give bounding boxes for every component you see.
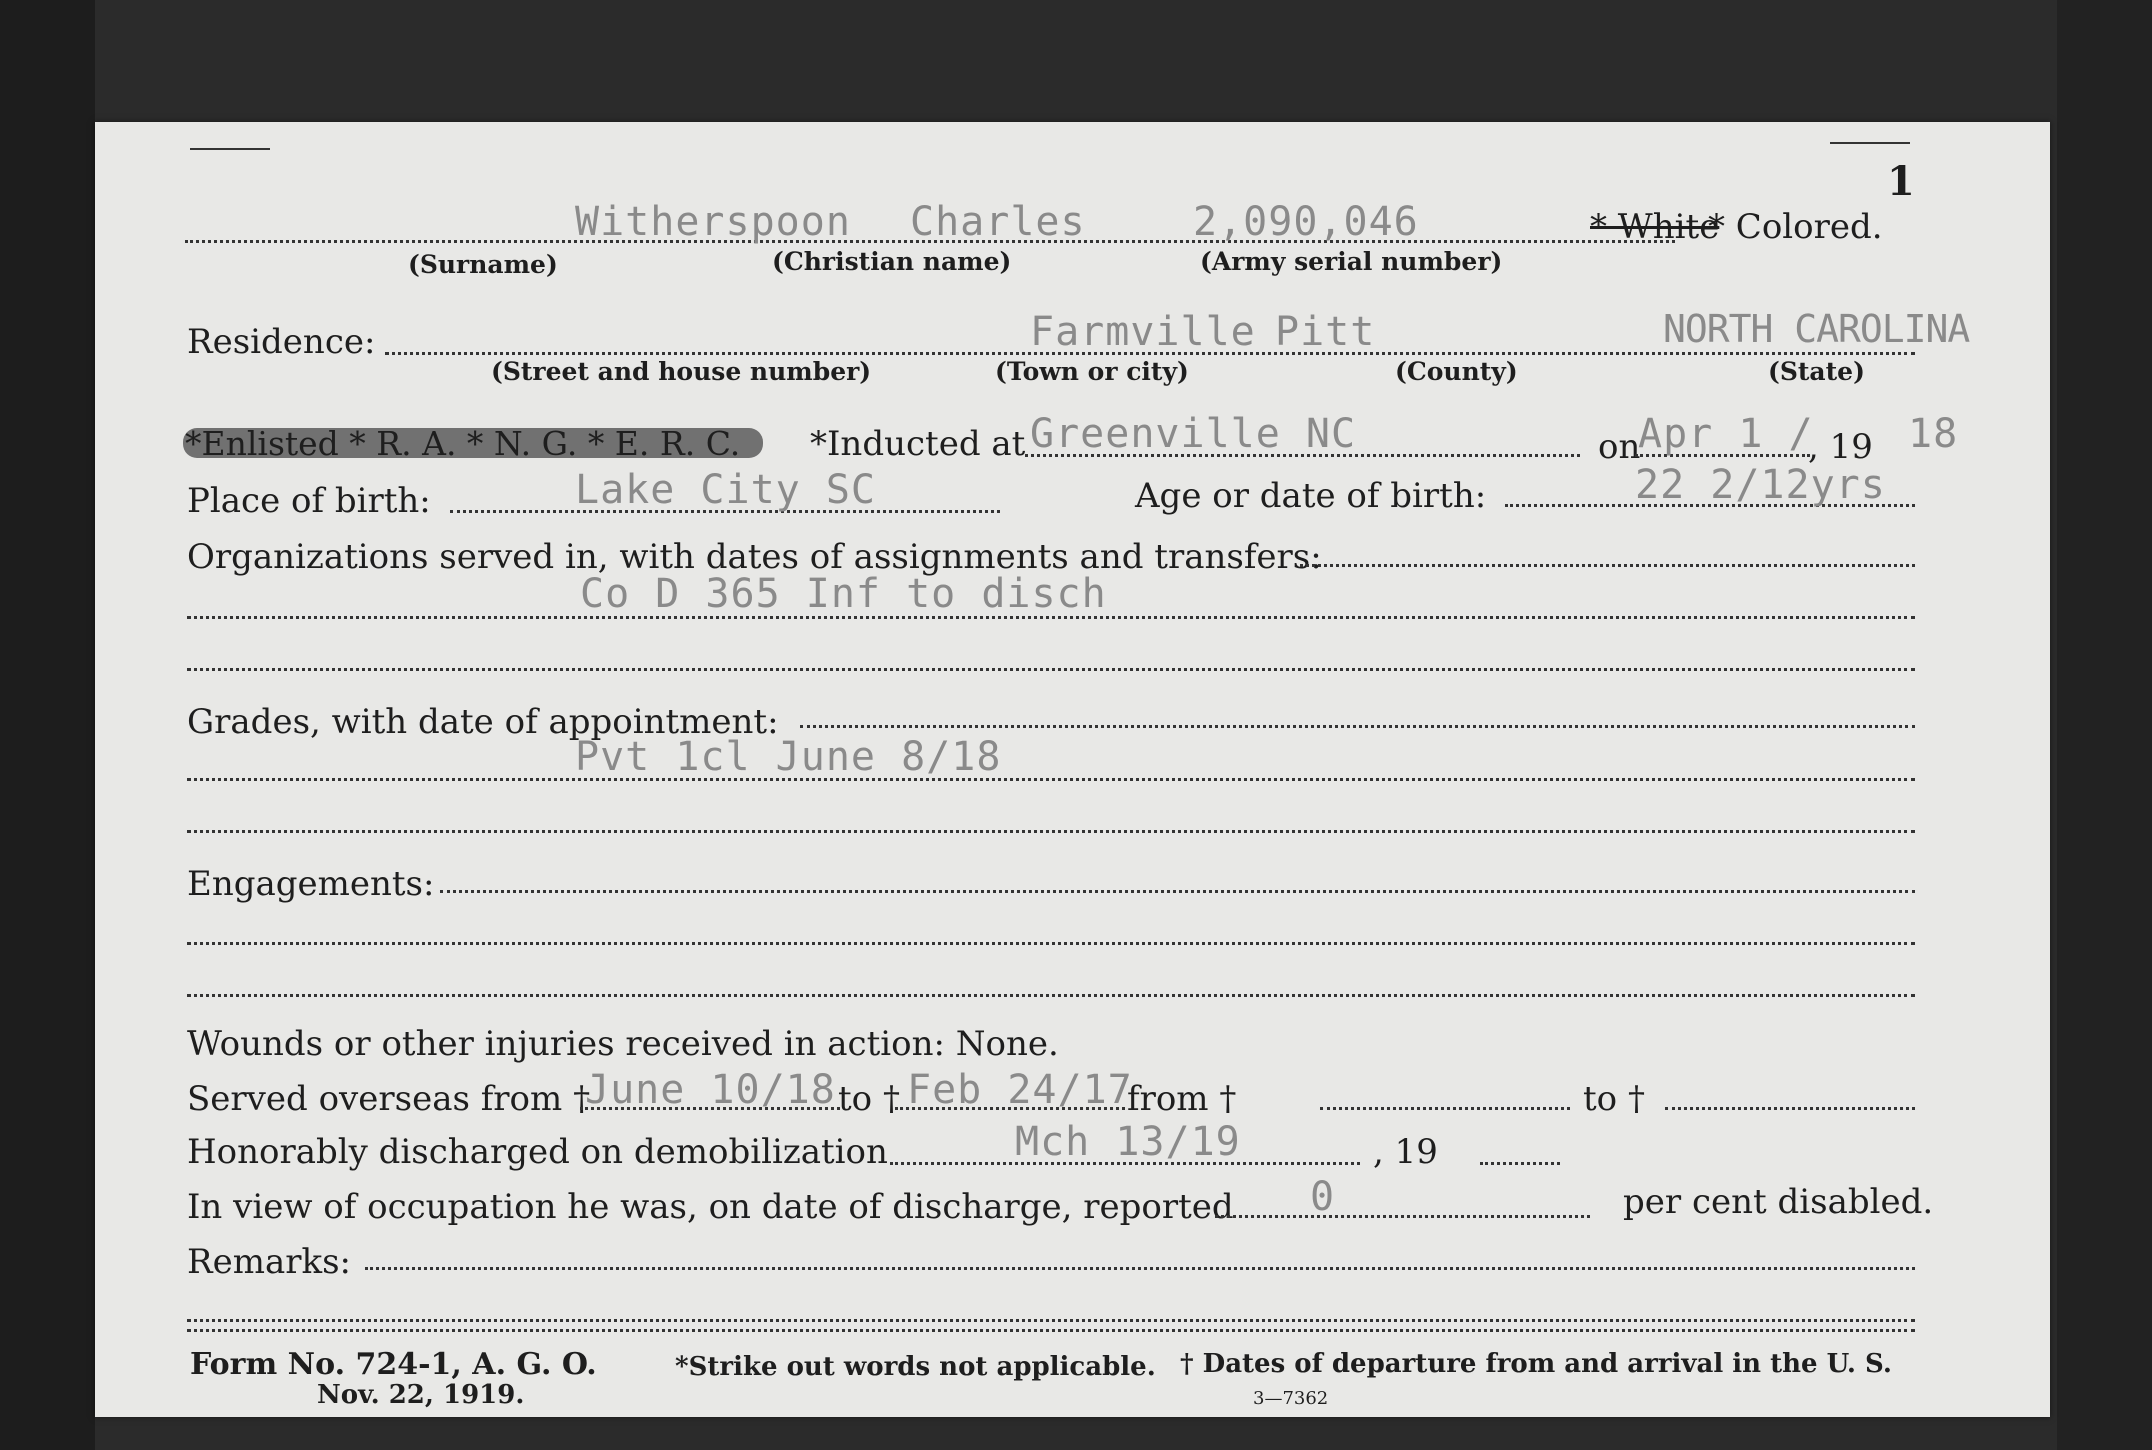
caption-street: (Street and house number) — [491, 357, 872, 386]
caption-surname: (Surname) — [408, 250, 558, 279]
engagements-line-2 — [187, 942, 1915, 945]
overseas-to2-label: to † — [1583, 1079, 1645, 1119]
typed-county: Pitt — [1275, 309, 1376, 355]
organizations-line-2 — [187, 616, 1915, 619]
grades-line-2 — [187, 778, 1915, 781]
scanner-border-right — [2057, 0, 2152, 1450]
typed-surname: Witherspoon — [575, 199, 851, 245]
typed-induction-year: 18 — [1908, 411, 1959, 457]
residence-label: Residence: — [187, 322, 376, 362]
remarks-label: Remarks: — [187, 1242, 351, 1282]
overseas-from2-line — [1320, 1107, 1570, 1110]
typed-place-of-birth: Lake City SC — [575, 467, 876, 513]
remarks-line-2 — [187, 1319, 1915, 1322]
typed-state: NORTH CAROLINA — [1663, 307, 1970, 351]
overseas-to-label: to † — [838, 1079, 900, 1119]
remarks-line-3 — [187, 1329, 1915, 1332]
strike-out-note: *Strike out words not applicable. — [675, 1352, 1156, 1382]
top-right-rule — [1830, 142, 1910, 144]
colored-option: * Colored. — [1708, 207, 1883, 247]
top-left-rule — [190, 148, 270, 150]
grades-line-3 — [187, 830, 1915, 833]
caption-serial-number: (Army serial number) — [1200, 247, 1503, 276]
inducted-at-label: *Inducted at — [810, 424, 1026, 464]
engagements-line-1 — [440, 890, 1915, 893]
caption-christian-name: (Christian name) — [772, 247, 1012, 276]
grades-label: Grades, with date of appointment: — [187, 702, 779, 742]
year-prefix: , 19 — [1808, 427, 1873, 467]
caption-state: (State) — [1768, 357, 1865, 386]
print-code: 3—7362 — [1253, 1388, 1329, 1409]
engagements-line-3 — [187, 994, 1915, 997]
discharge-year-prefix: , 19 — [1373, 1132, 1438, 1172]
age-label: Age or date of birth: — [1135, 476, 1487, 516]
typed-town: Farmville — [1030, 309, 1256, 355]
white-option: * White — [1590, 207, 1720, 247]
discharge-label: Honorably discharged on demobilization — [187, 1132, 888, 1172]
card-number: 1 — [1887, 158, 1915, 205]
on-label: on — [1598, 427, 1641, 467]
typed-disability: 0 — [1310, 1174, 1336, 1220]
typed-age: 22 2/12yrs — [1635, 462, 1886, 508]
overseas-to2-line — [1665, 1107, 1915, 1110]
organizations-line-3 — [187, 668, 1915, 671]
typed-christian-name: Charles — [910, 199, 1086, 245]
typed-grades: Pvt 1cl June 8/18 — [575, 734, 1002, 780]
dates-note: † Dates of departure from and arrival in the U. S. — [1180, 1349, 1892, 1379]
wounds-text: Wounds or other injuries received in action: None. — [187, 1024, 1059, 1064]
service-record-card — [95, 122, 2050, 1417]
typed-induction-date: Apr 1 / — [1638, 411, 1814, 457]
organizations-label: Organizations served in, with dates of assignments and transfers: — [187, 537, 1322, 577]
typed-induction-place: Greenville NC — [1030, 411, 1357, 457]
remarks-line-1 — [365, 1267, 1915, 1270]
discharge-year-line — [1480, 1162, 1560, 1165]
engagements-label: Engagements: — [187, 864, 435, 904]
form-number: Form No. 724-1, A. G. O. — [190, 1347, 597, 1382]
typed-overseas-from: June 10/18 — [585, 1067, 836, 1113]
disability-line — [1215, 1215, 1590, 1218]
caption-town: (Town or city) — [995, 357, 1189, 386]
typed-serial-number: 2,090,046 — [1193, 199, 1419, 245]
caption-county: (County) — [1395, 357, 1518, 386]
disability-label: In view of occupation he was, on date of discharge, reported — [187, 1187, 1234, 1227]
disability-suffix: per cent disabled. — [1623, 1182, 1934, 1222]
typed-organizations: Co D 365 Inf to disch — [580, 571, 1107, 617]
form-date: Nov. 22, 1919. — [317, 1380, 525, 1410]
typed-discharge-date: Mch 13/19 — [1015, 1119, 1241, 1165]
enlisted-prefix: *Enlisted * R. A. * N. G. * E. R. C. — [185, 424, 741, 463]
overseas-from2-label: from † — [1127, 1079, 1237, 1119]
scanner-border-left — [0, 0, 95, 1450]
grades-line-1 — [800, 725, 1915, 728]
overseas-label: Served overseas from † — [187, 1079, 591, 1119]
typed-overseas-to: Feb 24/17 — [907, 1067, 1133, 1113]
organizations-line-1 — [1300, 564, 1915, 567]
place-of-birth-label: Place of birth: — [187, 481, 431, 521]
